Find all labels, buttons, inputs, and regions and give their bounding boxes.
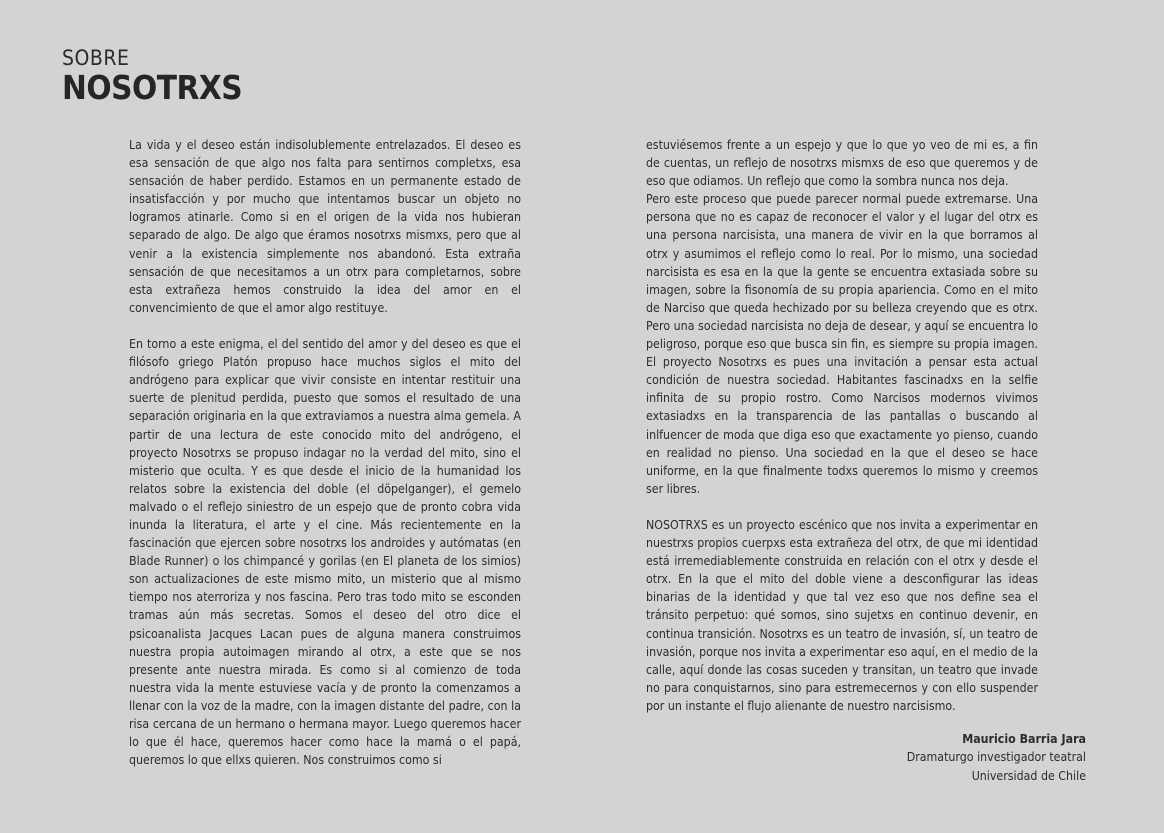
paragraph: estuviésemos frente a un espejo y que lo que yo veo de mi es, a fin de cuentas, un reflejo de nosotrxs mismxs de eso que queremos y de eso que odiamos. Un reflejo que como la sombra nunca nos deja. (646, 138, 1038, 189)
page-header (62, 46, 242, 106)
paragraph: Pero este proceso que puede parecer normal puede extremarse. Una persona que no es capaz de reconocer el valor y el lugar del otrx es una persona narcisista, una manera de vivir en la que borramos al otrx y asumimos el reflejo como lo real. Por lo mismo, una sociedad narcisista es esa en la que la gente se encuentra extasiada sobre su imagen, sobre la fisonomía de su propia apariencia. Como en el mito de Narciso que queda hechizado por su belleza creyendo que es otrx. Pero una sociedad narcisista no deja de desear, y aquí se encuentra lo peligroso, porque eso que busca sin fin, es siempre su propia imagen. El proyecto Nosotrxs es pues una invitación a pensar esta actual condición de nuestra sociedad. Habitantes fascinadxs en la selfie infinita de su propio rostro. Como Narcisos modernos vivimos extasiadxs en la transparencia de las pantallas o buscando al inlfuencer de moda que diga eso que exactamente yo pienso, cuando en realidad no pienso. Una sociedad en la que el deseo se hace uniforme, en la que finalmente todxs queremos lo mismo y creemos ser libres. (646, 192, 1038, 496)
left-column (129, 136, 521, 769)
paragraph: La vida y el deseo están indisolublemente entrelazados. El deseo es esa sensación de que algo nos falta para sentirnos completxs, esa sensación de haber perdido. Estamos en un permanente estado de insatisfacción y por mucho que intentamos buscar un objeto no logramos atinarle. Como si en el origen de la vida nos hubieran separado de algo. De algo que éramos nosotrxs mismxs, pero que al venir a la existencia simplemente nos abandonó. Esta extraña sensación de que necesitamos a un otrx para completarnos, sobre esta extrañeza hemos construido la idea del amor en el convencimiento de que el amor algo restituye. (129, 138, 521, 315)
header-pretitle: SOBRE (62, 46, 130, 70)
author-name: Mauricio Barria Jara (962, 732, 1086, 746)
author-affiliation: Universidad de Chile (971, 768, 1086, 783)
paragraph: En torno a este enigma, el del sentido del amor y del deseo es que el filósofo griego Platón propuso hace muchos siglos el mito del andrógeno para explicar que vivir consiste en intentar restituir una suerte de plenitud perdida, puesto que somos el resultado de una separación originaria en la que extraviamos a nuestra alma gemela. A partir de una lectura de este conocido mito del andrógeno, el proyecto Nosotrxs se propuso indagar no la verdad del mito, sino el misterio que oculta. Y es que desde el inicio de la humanidad los relatos sobre la existencia del doble (el döpelganger), el gemelo malvado o el reflejo siniestro de un espejo que de pronto cobra vida inunda la literatura, el arte y el cine. Más recientemente en la fascinación que ejercen sobre nosotrxs los androides y autómatas (en Blade Runner) o los chimpancé y gorilas (en El planeta de los simios) son actualizaciones de este mismo mito, un misterio que al mismo tiempo nos aterroriza y nos fascina. Pero tras todo mito se esconden tramas aún más secretas. Somos el deseo del otro dice el psicoanalista Jacques Lacan pues de alguna manera construimos nuestra propia autoimagen mirando al otrx, a este que se nos presente ante nuestra mirada. Es como si al comienzo de toda nuestra vida la mente estuviese vacía y de pronto la comenzamos a llenar con la voz de la madre, con la imagen distante del padre, con la risa cercana de un hermano o hermana mayor. Luego queremos hacer lo que él hace, queremos hacer como hace la mamá o el papá, queremos lo que ellxs quieren. Nos construimos como si (129, 337, 521, 768)
author-role: Dramaturgo investigador teatral (906, 750, 1086, 765)
right-column (646, 136, 1038, 715)
signature (907, 730, 1086, 785)
paragraph: NOSOTRXS es un proyecto escénico que nos invita a experimentar en nuestrxs propios cuerpxs esta extrañeza del otrx, de que mi identidad está irremediablemente construida en relación con el otrx y desde el otrx. En la que el mito del doble viene a desconfigurar las ideas binarias de la identidad y que tal vez eso que nos define sea el tránsito perpetuo: qué somos, sino sujetxs en continuo devenir, en continua transición. Nosotrxs es un teatro de invasión, sí, un teatro de invasión, porque nos invita a experimentar eso aquí, en el medio de la calle, aquí donde las cosas suceden y transitan, un teatro que invade no para conquistarnos, sino para estremecernos y con ello suspender por un instante el flujo alienante de nuestro narcisismo. (646, 517, 1038, 713)
page-title: NOSOTRXS (62, 68, 243, 107)
